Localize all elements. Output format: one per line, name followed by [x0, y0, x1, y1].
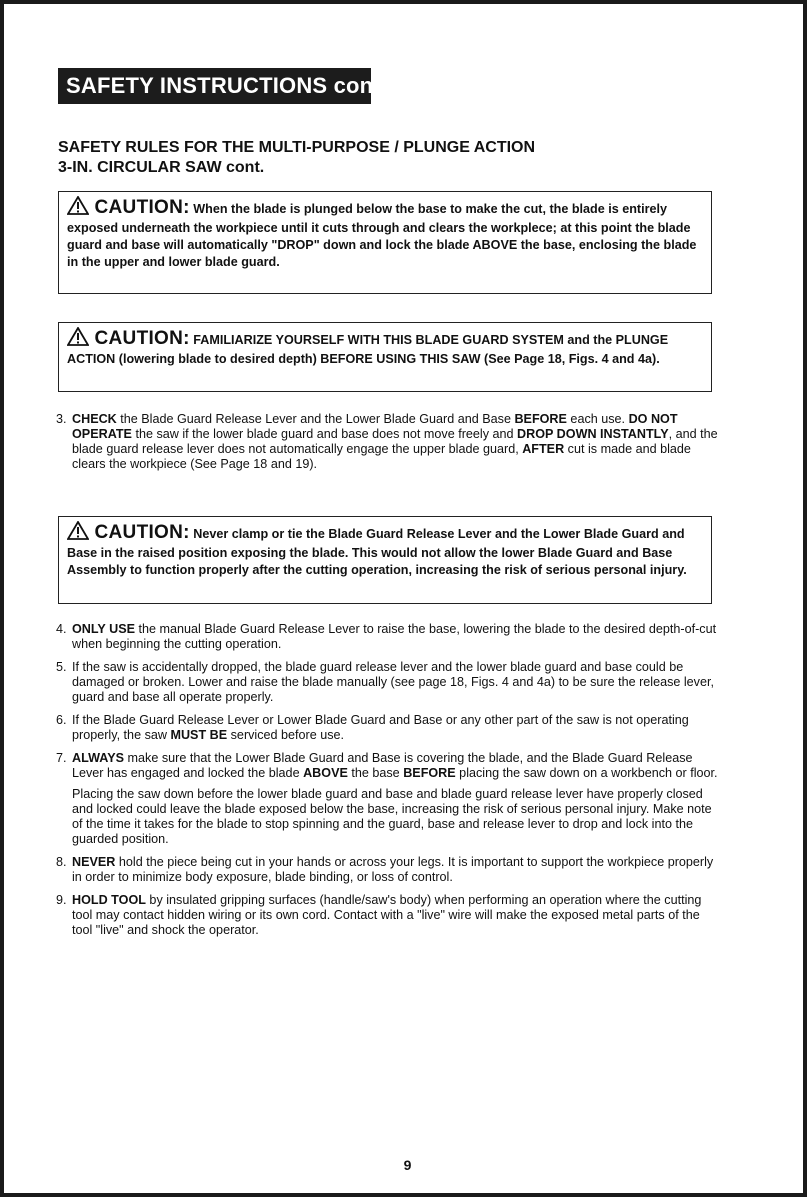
item-text: If the Blade Guard Release Lever or Lower Blade Guard and Base or any other part of the saw is not operating properly, the saw: [72, 713, 689, 742]
item-text: by insulated gripping surfaces (handle/saw's body) when performing an operation where the cutting tool may contact hidden wiring or its own cord. Contact with a "live" wire will make the exposed metal parts of the tool "live" and shock the operator.: [72, 893, 702, 937]
list-item: [58, 855, 718, 885]
heading-line-2: 3-IN. CIRCULAR SAW cont.: [58, 159, 265, 176]
bold-text: HOLD TOOL: [72, 893, 146, 907]
warning-triangle-icon: [67, 196, 89, 220]
heading-line-1: SAFETY RULES FOR THE MULTI-PURPOSE / PLUNGE ACTION: [58, 139, 536, 156]
item-number: 4.: [56, 622, 67, 636]
caution-label: CAUTION:: [94, 328, 190, 349]
page-number: 9: [403, 1157, 412, 1173]
list-item: [58, 412, 718, 472]
item-paragraph: Placing the saw down before the lower blade guard and base and blade guard release lever have properly closed and locked could leave the blade exposed below the base, increasing the risk of serious personal injury. Make note of the time it takes for the blade to stop spinning and the guard, base and release lever to drop and lock into the guarded position.: [72, 787, 712, 846]
bold-text: BEFORE: [514, 412, 567, 426]
bold-text: ALWAYS: [72, 751, 125, 765]
item-text: each use.: [566, 412, 629, 426]
section-banner: SAFETY INSTRUCTIONS cont.: [58, 68, 371, 104]
bold-text: ONLY USE: [72, 622, 135, 636]
item-text: make sure that the Lower Blade Guard and Base is covering the blade, and the Blade Guard Release Lever has engaged and locked the blade: [72, 751, 693, 780]
item-number: 3.: [56, 412, 67, 426]
item-text: If the saw is accidentally dropped, the blade guard release lever and the lower blade guard and base could be damaged or broken. Lower and raise the blade manually (see page 18, Figs. 4 and 4a) to be sure the release lever, guard and base all operate properly.: [72, 660, 714, 704]
caution-box-2: [58, 322, 712, 392]
item-text: placing the saw down on a workbench or floor.: [455, 766, 718, 780]
bold-text: CHECK: [72, 412, 117, 426]
bold-text: DO NOT OPERATE: [72, 412, 678, 441]
section-heading: [58, 138, 718, 178]
item-text: the saw if the lower blade guard and base does not move freely and: [131, 427, 518, 441]
caution-label: CAUTION:: [94, 522, 190, 543]
item-number: 9.: [56, 893, 67, 907]
list-item: [58, 893, 718, 938]
item-text: serviced before use.: [227, 728, 345, 742]
bold-text: MUST BE: [170, 728, 228, 742]
caution-box-3: [58, 516, 712, 604]
item-text: the Blade Guard Release Lever and the Lower Blade Guard and Base: [116, 412, 515, 426]
item-number: 7.: [56, 751, 67, 765]
list-item: [58, 751, 718, 847]
list-item: [58, 660, 718, 705]
warning-triangle-icon: [67, 521, 89, 545]
bold-text: BEFORE: [403, 766, 456, 780]
caution-text: FAMILIARIZE YOURSELF WITH THIS BLADE GUARD SYSTEM and the PLUNGE ACTION (lowering blade to desired depth) BEFORE USING THIS SAW (See Page 18, Figs. 4 and 4a).: [67, 333, 669, 366]
items-4-9-block: [58, 622, 718, 946]
item-text: the manual Blade Guard Release Lever to raise the base, lowering the blade to the desired depth-of-cut when beginning the cutting operation.: [72, 622, 717, 651]
warning-triangle-icon: [67, 327, 89, 351]
item-number: 5.: [56, 660, 67, 674]
item-number: 6.: [56, 713, 67, 727]
item-text: the base: [347, 766, 404, 780]
bold-text: ABOVE: [303, 766, 348, 780]
caution-text: Never clamp or tie the Blade Guard Release Lever and the Lower Blade Guard and Base in the raised position exposing the blade. This would not allow the lower Blade Guard and Base Assembly to function properly after the cutting operation, increasing the risk of serious personal injury.: [67, 527, 687, 577]
caution-text: When the blade is plunged below the base to make the cut, the blade is entirely exposed underneath the workpiece until it cuts through and clears the workplece; at this point the blade guard and base will automatically "DROP" down and lock the blade ABOVE the base, enclosing the blade in the upper and lower blade guard.: [67, 202, 697, 269]
bold-text: AFTER: [522, 442, 565, 456]
item-text: , and the blade guard release lever does not automatically engage the upper blade guard,: [72, 427, 718, 456]
bold-text: NEVER: [72, 855, 116, 869]
caution-box-1: [58, 191, 712, 294]
item-text: cut is made and blade clears the workpiece (See Page 18 and 19).: [72, 442, 691, 471]
list-item: [58, 622, 718, 652]
caution-label: CAUTION:: [94, 197, 190, 218]
item-3-block: [58, 412, 718, 480]
list-item: [58, 713, 718, 743]
item-number: 8.: [56, 855, 67, 869]
item-text: hold the piece being cut in your hands or across your legs. It is important to support the workpiece properly in order to minimize body exposure, blade binding, or loss of control.: [72, 855, 714, 884]
bold-text: DROP DOWN INSTANTLY: [517, 427, 669, 441]
